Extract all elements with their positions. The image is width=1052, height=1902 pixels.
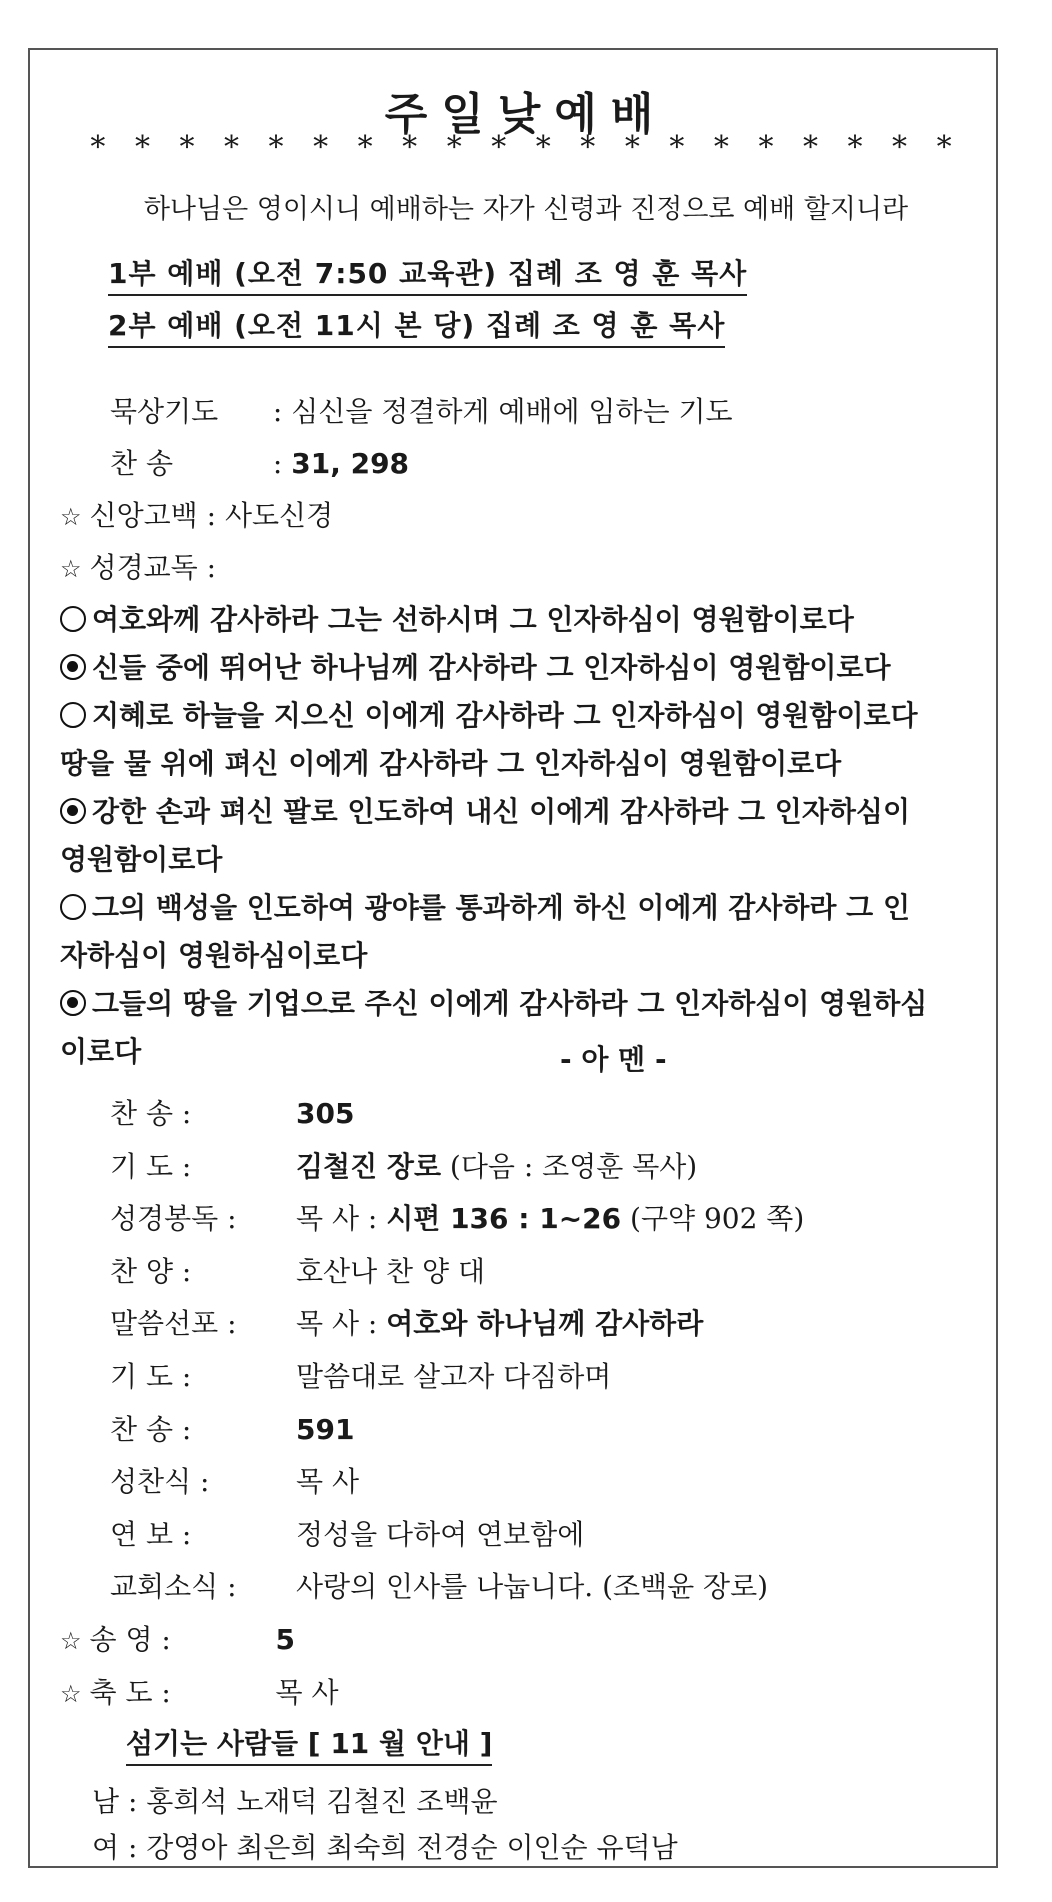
order-row	[110, 1513, 584, 1553]
star-icon: ☆	[60, 1627, 82, 1655]
reading-text: 지혜로 하늘을 지으신 이에게 감사하라 그 인자하심이 영원함이로다	[92, 699, 918, 732]
order-label: 기 도 :	[110, 1360, 192, 1393]
reading-line	[60, 742, 970, 782]
order-note: (다음 : 조영훈 목사)	[441, 1150, 698, 1183]
open-circle-icon	[60, 702, 86, 728]
reading-text: 여호와께 감사하라 그는 선하시며 그 인자하심이 영원함이로다	[92, 603, 854, 636]
ushers-women: 여 : 강영아 최은희 최숙희 전경순 이인순 유덕남	[92, 1831, 678, 1864]
creed-value: 사도신경	[224, 499, 334, 532]
order-label: 찬 송 :	[110, 1413, 192, 1446]
star-icon: ☆	[60, 503, 82, 531]
order-highlight: 591	[296, 1413, 355, 1446]
reading-text: 그들의 땅을 기업으로 주신 이에게 감사하라 그 인자하심이 영원하심	[92, 987, 928, 1020]
order-row	[110, 1092, 354, 1132]
reading-text: 신들 중에 뛰어난 하나님께 감사하라 그 인자하심이 영원함이로다	[92, 651, 891, 684]
reading-label: 성경교독 :	[89, 551, 217, 584]
reading-line	[60, 838, 970, 878]
service-second: 2부 예배 (오전 11시 본 당) 집례 조 영 훈 목사	[108, 304, 725, 348]
order-label: 말씀선포 :	[110, 1307, 237, 1340]
order-value: 목 사	[275, 1676, 339, 1709]
order-label: 기 도 :	[110, 1150, 192, 1183]
order-value: 목 사	[296, 1465, 359, 1498]
order-highlight: 305	[296, 1097, 355, 1130]
service-first: 1부 예배 (오전 7:50 교육관) 집례 조 영 훈 목사	[108, 252, 747, 296]
reading-text: 자하심이 영원하심이로다	[60, 939, 368, 972]
page-title: 주일낮예배	[384, 89, 668, 140]
order-row	[110, 1355, 611, 1395]
reading-text: 땅을 물 위에 펴신 이에게 감사하라 그 인자하심이 영원함이로다	[60, 747, 842, 780]
order-label: 찬 양 :	[110, 1255, 192, 1288]
order-value: 말씀대로 살고자 다짐하며	[296, 1360, 612, 1393]
order-highlight: 여호와 하나님께 감사하라	[386, 1307, 704, 1340]
reading-line	[60, 598, 970, 638]
order-row	[60, 1618, 295, 1658]
order-value: 목 사 :	[296, 1202, 387, 1235]
creed-label: 신앙고백	[89, 499, 198, 532]
order-value: 정성을 다하여 연보함에	[296, 1518, 585, 1551]
reading-line	[60, 982, 970, 1022]
filled-circle-icon	[60, 798, 86, 824]
reading-line	[60, 646, 970, 686]
order-label: 성찬식 :	[110, 1465, 210, 1498]
star-icon: ☆	[60, 1680, 82, 1708]
order-value: 사랑의 인사를 나눕니다. (조백윤 장로)	[296, 1570, 769, 1603]
scripture-verse: 하나님은 영이시니 예배하는 자가 신령과 진정으로 예배 할지니라	[143, 194, 909, 225]
reading-line	[60, 790, 970, 830]
creed-row: ☆ 신앙고백 : 사도신경	[60, 499, 334, 532]
order-value: 호산나 찬 양 대	[296, 1255, 485, 1288]
hymn-row: 찬 송 : 31, 298	[110, 442, 409, 482]
order-label: 송 영 :	[89, 1623, 171, 1656]
ushers-title: 섬기는 사람들 [ 11 월 안내 ]	[126, 1722, 492, 1766]
meditation-label: 묵상기도	[110, 395, 219, 428]
reading-text: 그의 백성을 인도하여 광야를 통과하게 하신 이에게 감사하라 그 인	[92, 891, 911, 924]
order-row	[110, 1408, 354, 1448]
amen: - 아 멘 -	[560, 1043, 667, 1076]
filled-circle-icon	[60, 990, 86, 1016]
reading-line	[60, 1030, 970, 1070]
order-note: (구약 902 쪽)	[621, 1202, 805, 1235]
order-label: 축 도 :	[89, 1676, 171, 1709]
order-highlight: 5	[275, 1623, 295, 1656]
order-row	[110, 1460, 359, 1500]
order-row	[110, 1302, 703, 1342]
ushers-men: 남 : 홍희석 노재덕 김철진 조백윤	[92, 1785, 498, 1818]
order-row	[110, 1250, 485, 1290]
meditation-value: 심신을 정결하게 예배에 임하는 기도	[291, 395, 733, 428]
star-divider: * * * * * * * * * * * * * * * * * * * *	[90, 130, 962, 165]
reading-line	[60, 886, 970, 926]
order-row	[110, 1145, 697, 1185]
order-highlight: 시편 136 : 1~26	[386, 1202, 622, 1235]
order-label: 찬 송 :	[110, 1097, 192, 1130]
hymn-value: 31, 298	[291, 447, 410, 480]
order-row	[60, 1671, 339, 1711]
open-circle-icon	[60, 894, 86, 920]
order-label: 성경봉독 :	[110, 1202, 237, 1235]
order-label: 연 보 :	[110, 1518, 192, 1551]
order-row	[110, 1197, 804, 1237]
order-row	[110, 1565, 768, 1605]
reading-line	[60, 934, 970, 974]
order-highlight: 김철진 장로	[296, 1150, 441, 1183]
reading-text: 이로다	[60, 1035, 142, 1068]
hymn-label: 찬 송	[110, 447, 173, 480]
order-label: 교회소식 :	[110, 1570, 237, 1603]
meditation-row: 묵상기도 : 심신을 정결하게 예배에 임하는 기도	[110, 390, 733, 430]
reading-line	[60, 694, 970, 734]
reading-text: 영원함이로다	[60, 843, 223, 876]
reading-text: 강한 손과 펴신 팔로 인도하여 내신 이에게 감사하라 그 인자하심이	[92, 795, 911, 828]
filled-circle-icon	[60, 654, 86, 680]
order-value: 목 사 :	[296, 1307, 387, 1340]
open-circle-icon	[60, 606, 86, 632]
star-icon: ☆	[60, 555, 82, 583]
reading-row	[60, 546, 216, 586]
